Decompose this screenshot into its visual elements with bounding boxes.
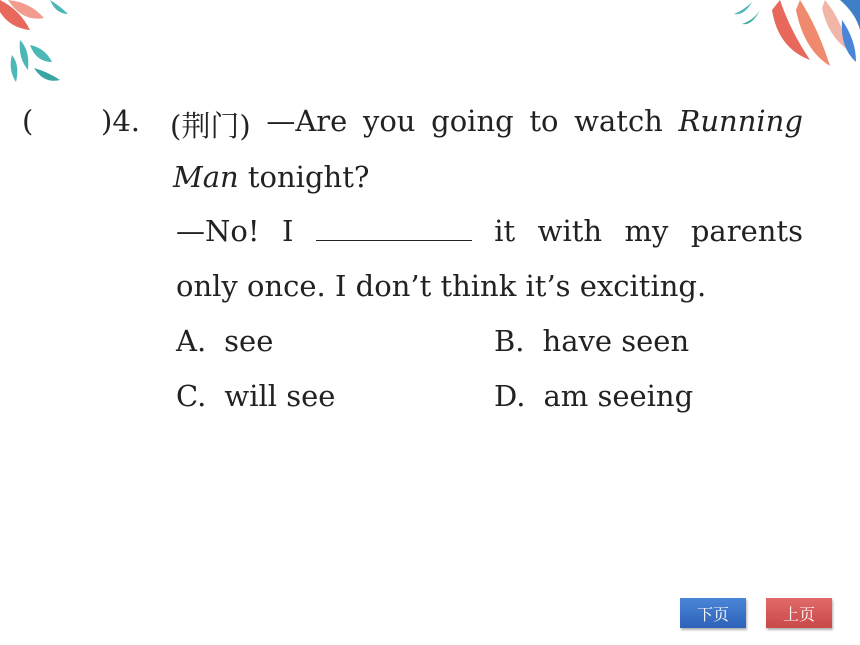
answer-paren-open: ( [22,104,34,138]
floral-decoration-top-left-icon [0,0,80,95]
question-text: tonight? [247,160,370,194]
show-title-part: Man [173,160,239,194]
question-word: going [431,104,514,138]
previous-page-button[interactable]: 上页 [766,598,832,628]
option-text: have seen [542,324,690,358]
question-word: my [624,214,669,248]
question-word: —No! [176,214,260,248]
option-letter: B. [494,324,525,358]
option-a[interactable] [176,324,273,358]
question-number: )4. [101,104,140,138]
question-word: Running [678,104,803,138]
question-line-3 [176,214,803,248]
option-letter: C. [176,379,207,413]
next-page-button[interactable]: 下页 [680,598,746,628]
option-d[interactable] [494,379,693,413]
option-text: am seeing [543,379,694,413]
question-line-2 [173,160,369,194]
question-word: it [494,214,516,248]
question-word: you [362,104,416,138]
question-word: to [529,104,559,138]
option-c[interactable] [176,379,335,413]
question-word: watch [574,104,663,138]
question-word: with [537,214,603,248]
option-text: will see [224,379,336,413]
region-tag: (荆门) [170,109,251,143]
question-word: I [281,214,294,248]
option-letter: D. [494,379,526,413]
option-letter: A. [176,324,207,358]
answer-blank [316,214,472,241]
floral-decoration-top-right-icon [730,0,860,75]
option-b[interactable] [494,324,689,358]
question-line-4: only once. I don’t think it’s exciting. [176,269,707,303]
option-text: see [224,324,274,358]
question-word: parents [690,214,803,248]
question-line-1 [170,104,803,145]
question-word: —Are [266,104,348,138]
